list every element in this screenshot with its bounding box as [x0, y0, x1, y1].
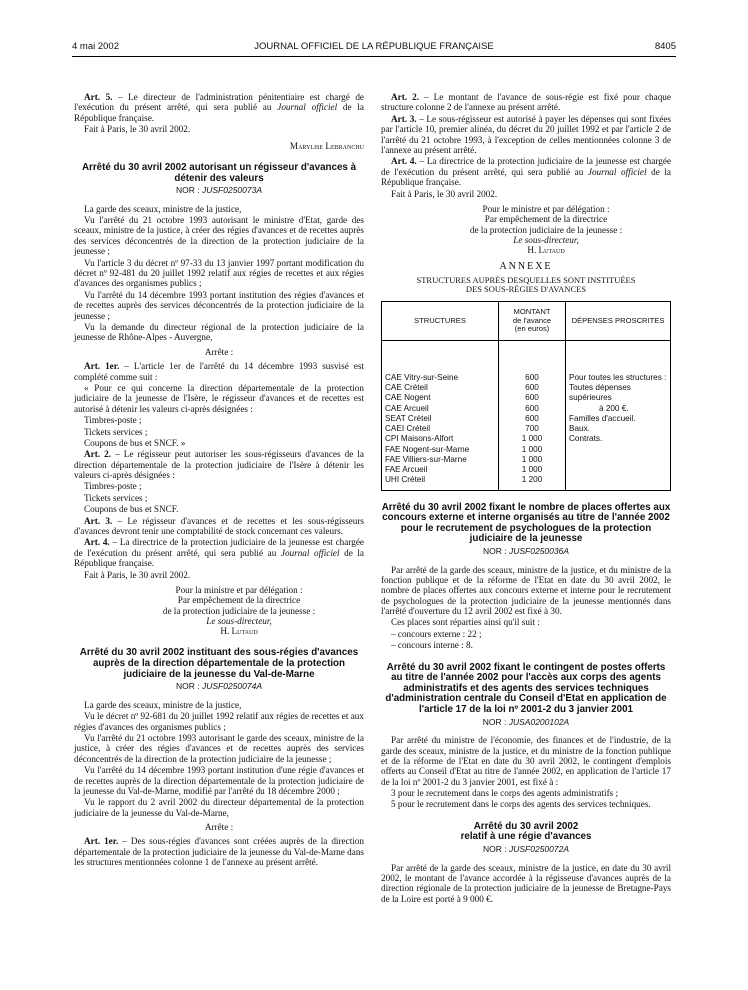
page-header: [72, 42, 676, 57]
nor-code: JUSA0200102A: [508, 716, 570, 727]
section-title: Arrêté du 30 avril 2002 fixant le contingent de postes offerts au titre de l'année 2002 pour l'accès aux corps des agents administratifs et des agents des services techniques d'administration centrale du Conseil d'Etat en application de l'article 17 de la loi nº 2001-2 du 3 janvier 2001: [385, 661, 667, 715]
signature-line: Le sous-directeur,: [513, 234, 579, 245]
header-line: MONTANT: [513, 307, 551, 316]
paragraph: Vu l'arrêté du 14 décembre 1993 portant institution des régies d'avances et de recettes auprès des services déconcentrés de la protection judiciaire de la jeunesse ;: [74, 289, 364, 321]
column-header-depenses: DÉPENSES PROSCRITES: [566, 301, 671, 340]
nor-label: NOR :: [483, 545, 509, 556]
paragraph: Vu le décret nº 92-681 du 20 juillet 1992 relatif aux régies de recettes et aux régies d'avances des organismes publics ;: [74, 711, 364, 732]
nor-code: JUSF0250074A: [201, 681, 262, 692]
text: Journal officiel: [280, 547, 340, 558]
signature-line: Pour le ministre et par délégation :: [482, 203, 610, 214]
paragraph: Ces places sont réparties ainsi qu'il suit :: [391, 617, 540, 628]
article-label: Art. 5.: [84, 92, 113, 102]
nor-code: JUSF0250036A: [508, 545, 569, 556]
structure-name: FAE Nogent-sur-Marne: [385, 444, 470, 454]
list-item: – concours interne : 8.: [391, 640, 473, 651]
paragraph: [381, 156, 671, 187]
structures-cell: [382, 340, 499, 490]
section-title-line: relatif à une régie d'avances: [460, 831, 592, 843]
paragraph: Vu l'arrêté du 21 octobre 1993 autorisant le garde des sceaux, ministre de la justice, à créer des régies d'avances et de recettes auprès des services déconcentrés de la direction de la protection judiciaire de la jeunesse ;: [74, 732, 364, 764]
depenses-cell: [566, 340, 671, 490]
structure-amount: 1 000: [521, 444, 543, 454]
signature-name: H. Lutaud: [527, 245, 565, 256]
paragraph: [74, 516, 364, 537]
structure-amount: 600: [525, 383, 539, 393]
paragraph: [74, 836, 364, 867]
nor-code: JUSF0250073A: [201, 185, 262, 196]
paragraph: Par arrêté de la garde des sceaux, ministre de la justice, en date du 30 avril 2002, le montant de l'avance accordée à la régisseuse d'avances auprès de la direction régionale de la protection judiciaire de la jeunesse de Bretagne-Pays de la Loire est porté à 9 000 €.: [381, 862, 671, 904]
article-label: Art. 1er.: [84, 836, 119, 847]
section-title: [381, 822, 671, 843]
structure-name: SEAT Créteil: [385, 413, 432, 423]
text: – Le régisseur peut autoriser les sous-régisseurs d'avances de la direction départementale de la protection judiciaire de l'Isère à détenir les valeurs ci-après désignées :: [74, 449, 364, 481]
list-item: Tickets services ;: [84, 426, 148, 437]
header-line: (en euros): [514, 324, 550, 334]
text: de la République française.: [381, 166, 671, 188]
paragraph: [74, 92, 364, 123]
header-line: de l'avance: [512, 315, 552, 325]
section-title: Arrêté du 30 avril 2002 fixant le nombre de places offertes aux concours externe et interne organisés au titre de l'année 2002 pour le recrutement de psychologues de la protection judiciaire de la jeunesse: [381, 501, 671, 545]
paragraph: 5 pour le recrutement dans le corps des agents des services techniques.: [391, 799, 651, 810]
structure-name: CAEI Créteil: [385, 424, 431, 434]
signature-block: [421, 204, 671, 255]
section-title-line: Arrêté du 30 avril 2002: [473, 820, 579, 832]
list-item: – concours externe : 22 ;: [391, 628, 482, 639]
list-item: Coupons de bus et SNCF.: [84, 504, 179, 515]
paragraph: [74, 449, 364, 480]
left-column: [74, 92, 364, 869]
depense-line: Contrats.: [569, 434, 603, 444]
nor-label: NOR :: [482, 716, 509, 727]
text: – Le sous-régisseur est autorisé à payer les dépenses qui sont fixées par l'article 10, premier alinéa, du décret du 20 juillet 1992 et par l'article 2 de l'arrêté du 21 octobre 1993, à l'exception de celles mentionnées colonne 3 de l'annexe au présent arrêté.: [381, 113, 672, 155]
section-title: Arrêté du 30 avril 2002 instituant des sous-régies d'avances auprès de la direction départementale de la protection judiciaire de la jeunesse du Val-de-Marne: [79, 647, 359, 680]
list-item: Coupons de bus et SNCF. »: [84, 437, 186, 448]
structure-name: CAE Vitry-sur-Seine: [385, 372, 459, 382]
structure-name: CAE Nogent: [385, 393, 431, 403]
structure-name: CAE Créteil: [385, 383, 428, 393]
right-column: [381, 92, 671, 905]
paragraph: Vu la demande du directeur régional de la protection judiciaire de la jeunesse de Rhône-Alpes - Auvergne,: [74, 322, 364, 343]
header-title: JOURNAL OFFICIEL DE LA RÉPUBLIQUE FRANÇAISE: [254, 41, 494, 52]
list-item: Timbres-poste ;: [84, 415, 142, 426]
structure-amount: 600: [525, 372, 539, 382]
signature-line: Par empêchement de la directrice: [484, 214, 608, 225]
paragraph: [74, 361, 364, 382]
text: Journal officiel: [587, 166, 647, 177]
paragraph: Fait à Paris, le 30 avril 2002.: [391, 188, 498, 199]
structure-amount: 600: [525, 393, 539, 403]
signature-block: [114, 585, 364, 636]
paragraph: Vu l'article 3 du décret nº 97-33 du 13 janvier 1997 portant modification du décret nº 92-481 du 20 juillet 1992 relatif aux régies de recettes et aux régies d'avances des organismes publics ;: [74, 257, 364, 289]
paragraph: La garde des sceaux, ministre de la justice,: [84, 203, 242, 214]
annex-subtitle-line: DES SOUS-RÉGIES D'AVANCES: [465, 284, 587, 295]
structure-amount: 600: [525, 403, 539, 413]
arrete-label: Arrête :: [204, 822, 234, 833]
nor-reference: [381, 845, 671, 855]
column-header-montant: [499, 301, 566, 340]
text: de la République française.: [74, 547, 364, 569]
article-label: Art. 1er.: [84, 361, 120, 372]
header-date: 4 mai 2002: [72, 41, 120, 52]
text: de la République française.: [74, 102, 364, 123]
header-page-number: 8405: [654, 41, 676, 52]
depense-line: Baux.: [569, 424, 590, 434]
nor-reference: [381, 547, 671, 557]
depense-line: Pour toutes les structures :: [569, 372, 667, 382]
paragraph: Fait à Paris, le 30 avril 2002.: [84, 124, 191, 135]
nor-reference: [381, 718, 671, 728]
arrete-label: Arrête :: [204, 346, 234, 357]
nor-label: NOR :: [176, 185, 202, 196]
text: – Le directeur de l'administration pénitentiaire est chargé de l'exécution du présent arrêté, qui sera publié au: [74, 92, 364, 113]
paragraph: Vu l'arrêté du 14 décembre 1993 portant institution d'une régie d'avances et de recettes auprès de la direction départementale de la protection judiciaire de la jeunesse du Val-de-Marne, modifié par l'arrêté du 18 décembre 2000 ;: [74, 765, 364, 796]
list-item: Tickets services ;: [84, 492, 148, 503]
section-title: Arrêté du 30 avril 2002 autorisant un régisseur d'avances à détenir des valeurs: [81, 161, 357, 184]
annex-subtitle: [381, 276, 671, 295]
paragraph: Vu le rapport du 2 avril 2002 du directeur départemental de la protection judiciaire de la jeunesse du Val-de-Marne,: [74, 797, 364, 818]
text: – La directrice de la protection judiciaire de la jeunesse est chargée de l'exécution du présent arrêté, qui sera publié au: [74, 537, 364, 558]
structure-name: FAE Villiers-sur-Marne: [385, 454, 467, 464]
list-item: Timbres-poste ;: [84, 481, 142, 492]
paragraph: [74, 537, 364, 568]
text: Journal officiel: [277, 102, 338, 113]
paragraph: Vu l'arrêté du 21 octobre 1993 autorisant le ministre d'Etat, garde des sceaux, ministre de la justice, à créer des régies d'avances et de recettes auprès des services déconcentrés de la direction de la protection judiciaire de la jeunesse ;: [74, 215, 364, 257]
signature: Marylise Lebranchu: [289, 140, 364, 151]
annex-title: ANNEXE: [499, 261, 553, 273]
paragraph: 3 pour le recrutement dans le corps des agents administratifs ;: [391, 788, 619, 799]
paragraph: Fait à Paris, le 30 avril 2002.: [84, 569, 191, 580]
nor-label: NOR :: [483, 844, 509, 855]
annex-subtitle-line: STRUCTURES AUPRÈS DESQUELLES SONT INSTITUÉES: [416, 274, 636, 285]
structure-name: UHI Créteil: [385, 475, 426, 485]
structure-name: CAE Arcueil: [385, 403, 429, 413]
signature-line: Le sous-directeur,: [206, 615, 272, 626]
signature-name: H. Lutaud: [220, 626, 258, 637]
article-label: Art. 2.: [391, 92, 419, 102]
signature-line: de la protection judiciaire de la jeunesse :: [162, 605, 316, 616]
depense-line: Toutes dépenses supérieures: [569, 383, 631, 403]
signature-line: Par empêchement de la directrice: [177, 595, 301, 606]
structure-amount: 1 000: [521, 454, 543, 464]
signature-line: Pour la ministre et par délégation :: [175, 584, 303, 595]
structure-amount: 1 200: [521, 475, 543, 485]
article-label: Art. 4.: [391, 156, 417, 167]
article-label: Art. 3.: [84, 515, 113, 526]
depense-line: à 200 €.: [599, 403, 629, 413]
structure-amount: 700: [525, 424, 539, 434]
structure-name: CPI Maisons-Alfort: [385, 434, 454, 444]
structure-amount: 600: [525, 413, 539, 423]
article-label: Art. 3.: [391, 113, 417, 124]
nor-reference: [74, 682, 364, 692]
column-header-structures: STRUCTURES: [382, 301, 499, 340]
paragraph: « Pour ce qui concerne la direction départementale de la protection judiciaire de la jeunesse de l'Isère, le régisseur d'avances et de recettes est autorisé à détenir les valeurs ci-après désignées :: [74, 382, 364, 414]
text: – L'article 1er de l'arrêté du 14 décembre 1993 susvisé est complété comme suit :: [74, 361, 364, 382]
text: – Le montant de l'avance de sous-régie est fixé pour chaque structure colonne 2 de l'annexe au présent arrêté.: [381, 92, 671, 113]
nor-label: NOR :: [176, 681, 202, 692]
nor-reference: [74, 186, 364, 196]
paragraph: Par arrêté de la garde des sceaux, ministre de la justice, et du ministre de la fonction publique et de la réforme de l'Etat en date du 30 avril 2002, le nombre de places offertes aux concours externe et interne pour le recrutement de psychologues de la protection judiciaire de la jeunesse mentionnés dans l'arrêté d'ouverture du 12 avril 2002 est fixé à 30.: [381, 564, 671, 617]
paragraph: La garde des sceaux, ministre de la justice,: [84, 699, 242, 710]
text: – Des sous-régies d'avances sont créées auprès de la direction départementale de la protection judiciaire de la jeunesse du Val-de-Marne dans les structures mentionnées colonne 1 de l'annexe au présent arrêté.: [74, 836, 364, 868]
paragraph: [381, 114, 671, 156]
structure-name: FAE Arcueil: [385, 465, 428, 475]
paragraph: Par arrêté du ministre de l'économie, des finances et de l'industrie, de la garde des sceaux, ministre de la justice, et du ministre de la fonction publique et de la réforme de l'Etat en date du 30 avril 2002, le contingent d'emplois offerts au Conseil d'Etat au titre de l'année 2002, en application de l'article 17 de la loi nº 2001-2 du 3 janvier 2001, est fixé à :: [381, 735, 671, 787]
text: – Le régisseur d'avances et de recettes et les sous-régisseurs d'avances devront tenir une comptabilité de stock concernant ces valeurs.: [74, 515, 364, 537]
article-label: Art. 4.: [84, 537, 110, 548]
signature-line: de la protection judiciaire de la jeunesse :: [469, 224, 623, 235]
structure-amount: 1 000: [521, 465, 543, 475]
montants-cell: [499, 340, 566, 490]
structure-amount: 1 000: [521, 434, 543, 444]
depense-line: Familles d'accueil.: [569, 413, 636, 423]
paragraph: [381, 92, 671, 113]
article-label: Art. 2.: [84, 449, 112, 460]
text: – La directrice de la protection judiciaire de la jeunesse est chargée de l'exécution du présent arrêté, qui sera publié au: [381, 156, 671, 177]
nor-code: JUSF0250072A: [508, 844, 569, 855]
annex-table: [381, 301, 671, 491]
